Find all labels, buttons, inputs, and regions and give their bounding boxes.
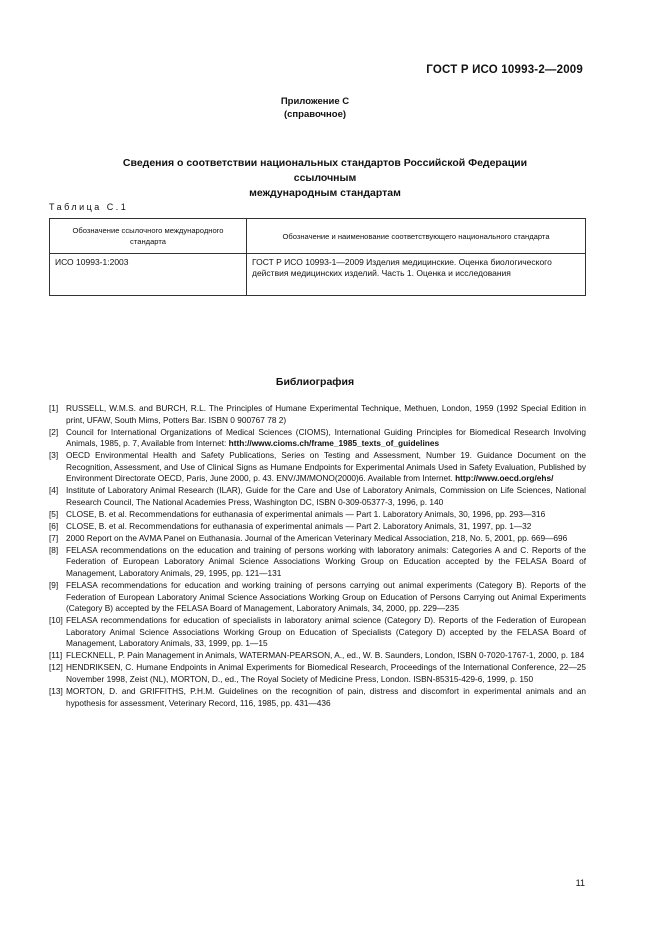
bibliography-entry (49, 615, 586, 650)
table-row (50, 254, 586, 296)
bibliography-entry (49, 521, 586, 533)
entry-url-link[interactable]: htth://www.cioms.ch/frame_1985_texts_of_guidelines (228, 438, 440, 449)
entry-number: [11] (49, 650, 63, 661)
entry-body: 2000 Report on the AVMA Panel on Euthanasia. Journal of the American Veterinary Medical Association, 218, No. 5, 2001, pp. 669—696 (66, 532, 568, 543)
entry-body: HENDRIKSEN, C. Humane Endpoints in Animal Experiments for Biomedical Research, Proceedings of the International Conference, 22—25 November 1998, Zeist (NL), MORTON, D., ed., The Royal Society of Medicine Press, London. ISBN-85315-429-6, 1999, p. 150 (66, 662, 586, 684)
entry-text (66, 521, 586, 533)
entry-number: [13] (49, 685, 63, 696)
annex-title-line-2: международным стандартам (249, 187, 401, 199)
annex-title-line-1: Сведения о соответствии национальных стандартов Российской Федерации ссылочным (122, 157, 528, 184)
bibliography-entry (49, 650, 586, 662)
cell-international: ИСО 10993-1:2003 (50, 254, 247, 296)
entry-text (66, 580, 586, 615)
header-national: Обозначение и наименование соответствующего национального стандарта (247, 219, 586, 254)
entry-text (66, 450, 586, 485)
entry-body: FLECKNELL, P. Pain Management in Animals, WATERMAN-PEARSON, A., ed., W. B. Saunders, London, ISBN 0-7020-1767-1, 2000, p. 184 (66, 650, 585, 661)
entry-text (66, 650, 586, 662)
header-international: Обозначение ссылочного международного стандарта (50, 219, 247, 254)
bibliography-entry (49, 686, 586, 709)
bibliography-title: Библиография (275, 376, 355, 388)
entry-body: CLOSE, B. et al. Recommendations for euthanasia of experimental animals — Part 2. Laboratory Animals, 31, 1997, pp. 1—32 (66, 520, 532, 531)
entry-text (66, 545, 586, 580)
entry-body: FELASA recommendations for education and working training of persons carrying out animal experiments (Category B). Reports of the Federation of European Laboratory Animal Science Associations Working Group on Education of Persons Carrying out Animal Experiments (Category B) accepted by the FELASA Board of Management, Laboratory Animals, 34, 2000, pp. 229—235 (66, 580, 586, 614)
page-number: 11 (575, 878, 585, 888)
entry-url-link[interactable]: http://www.oecd.org/ehs/ (455, 473, 554, 484)
entry-text (66, 662, 586, 685)
entry-number: [9] (49, 580, 59, 591)
table-header-row (50, 219, 586, 254)
entry-number: [6] (49, 520, 59, 531)
entry-number: [7] (49, 532, 59, 543)
entry-number: [8] (49, 544, 59, 555)
entry-number: [2] (49, 426, 59, 437)
bibliography-entry (49, 662, 586, 685)
bibliography-entry (49, 450, 586, 485)
appendix-heading (0, 95, 630, 121)
bibliography-entry (49, 403, 586, 426)
entry-text (66, 509, 586, 521)
bibliography-entry (49, 533, 586, 545)
entry-text (66, 427, 586, 450)
entry-text (66, 485, 586, 508)
appendix-subtitle: (справочное) (283, 109, 347, 120)
entry-text (66, 615, 586, 650)
entry-body: OECD Environmental Health and Safety Publications, Series on Testing and Assessment, Number 19. Guidance Document on the Recognition, Assessment, and Use of Clinical Signs as Humane Endpoints for Experimental Animals Used in Safety Evaluation, Published by Environment Directorate OECD, Paris, June 2000, p. 43. ENV/JM/MONO(2000)6. Available from Internet. (66, 450, 586, 484)
bibliography-entry (49, 485, 586, 508)
entry-body: RUSSELL, W.M.S. and BURCH, R.L. The Principles of Humane Experimental Technique, Methuen, London, 1959 (1992 Special Edition in print, UFAW, South Mims, Potters Bar. ISBN 0 900767 78 2) (66, 403, 586, 425)
entry-text (66, 403, 586, 426)
entry-body: FELASA recommendations for education of specialists in laboratory animal science (Category D). Reports of the Federation of European Laboratory Animal Science Associations Working Group on Education of Specialists (Category D) accepted by the FELASA Board of Management, Laboratory Animals, 33, 1999, pp. 1—15 (66, 615, 586, 649)
entry-body: Institute of Laboratory Animal Research (ILAR), Guide for the Care and Use of Laboratory Animals, Commission on Life Sciences, National Research Council, The National Academies Press, Washington DC, ISBN 0-309-05377-3, 1996, p. 140 (66, 485, 586, 507)
bibliography-entry (49, 427, 586, 450)
entry-number: [1] (49, 403, 59, 413)
entry-body: MORTON, D. and GRIFFITHS, P.H.M. Guidelines on the recognition of pain, distress and discomfort in experimental animals and an hypothesis for assessment, Veterinary Record, 116, 1985, pp. 431—436 (66, 685, 586, 708)
bibliography-entry (49, 509, 586, 521)
entry-body: CLOSE, B. et al. Recommendations for euthanasia of experimental animals — Part 1. Laboratory Animals, 30, 1996, pp. 293—316 (66, 508, 546, 519)
entry-number: [10] (49, 615, 63, 626)
standards-correspondence-table (49, 218, 586, 296)
entry-number: [12] (49, 662, 63, 673)
document-id: ГОСТ Р ИСО 10993-2—2009 (426, 64, 583, 76)
appendix-title: Приложение С (280, 96, 350, 107)
entry-text (66, 686, 586, 709)
entry-number: [3] (49, 450, 59, 461)
table-label: Таблица С.1 (49, 202, 129, 212)
cell-national: ГОСТ Р ИСО 10993-1—2009 Изделия медицинские. Оценка биологического действия медицинских изделий. Часть 1. Оценка и исследования (247, 254, 586, 296)
entry-body: FELASA recommendations on the education and training of persons working with laboratory animals: Categories A and C. Reports of the Federation of European Laboratory Animal Science Associations Working Group on Education accepted by the FELASA Board of Management, Laboratory Animals, 29, 1995, pp. 121—131 (66, 544, 586, 579)
entry-number: [5] (49, 508, 59, 519)
bibliography-list (49, 403, 586, 710)
entry-body: Council for International Organizations of Medical Sciences (CIOMS), International Guiding Principles for Biomedical Research Involving Animals, 1985, p. 7, Available from Internet: (66, 426, 586, 449)
bibliography-entry (49, 545, 586, 580)
entry-number: [4] (49, 485, 59, 496)
entry-text (66, 533, 586, 545)
annex-title (100, 156, 550, 201)
bibliography-entry (49, 580, 586, 615)
